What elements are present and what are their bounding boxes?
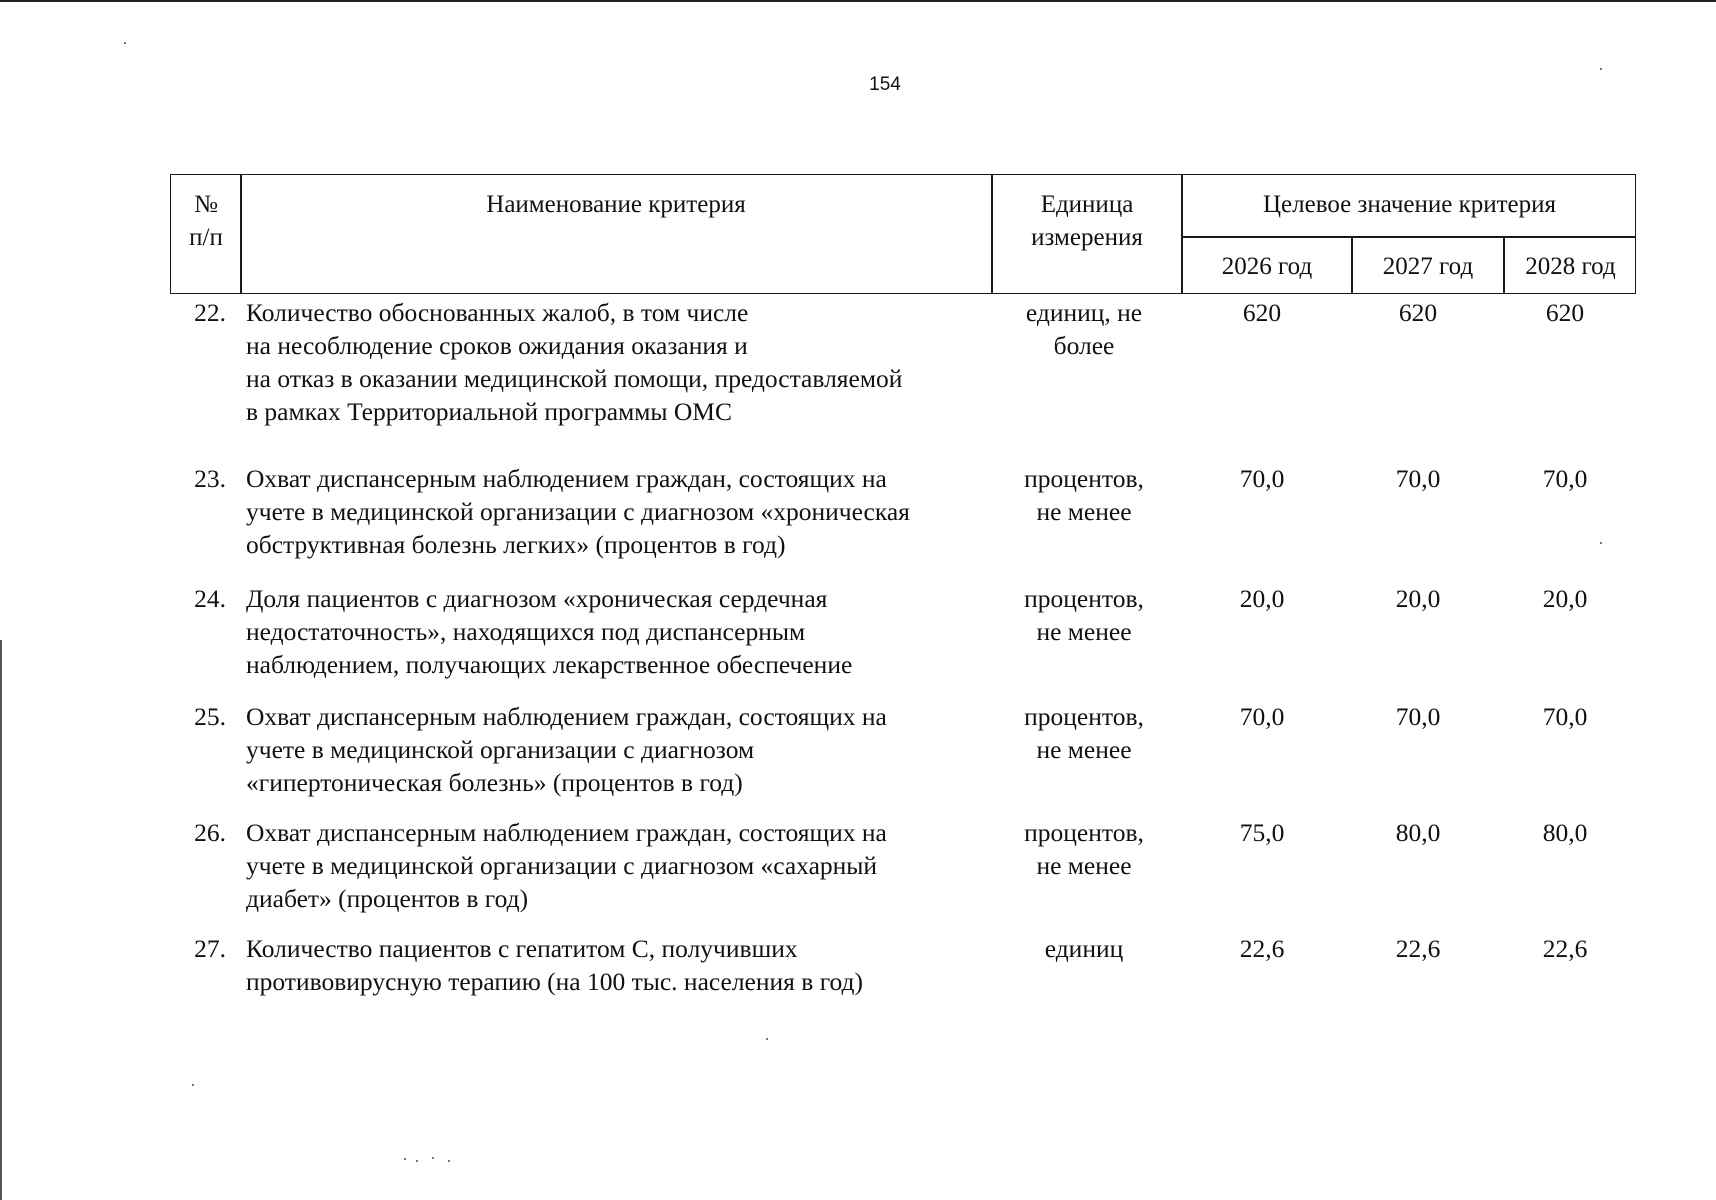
value-2027: 620 bbox=[1398, 298, 1438, 327]
scan-speck bbox=[404, 1158, 406, 1160]
criterion-name-line: недостаточность», находящихся под диспансерным bbox=[246, 617, 806, 646]
header-num bbox=[172, 188, 240, 254]
header-year-2027: 2027 год bbox=[1382, 253, 1474, 280]
header-unit-line: Единица bbox=[1040, 191, 1134, 218]
row-number: 27. bbox=[194, 934, 226, 963]
criterion-name-line: Охват диспансерным наблюдением граждан, состоящих на bbox=[246, 464, 887, 493]
header-unit-line: измерения bbox=[1031, 224, 1143, 251]
criterion-name-line: Количество обоснованных жалоб, в том числе bbox=[246, 298, 749, 327]
criterion-name-line: диабет» (процентов в год) bbox=[246, 884, 529, 913]
criterion-name-line: учете в медицинской организации с диагнозом «сахарный bbox=[246, 851, 878, 880]
scan-top-edge bbox=[0, 0, 1716, 2]
value-2026: 620 bbox=[1242, 298, 1282, 327]
unit-line: не менее bbox=[1036, 735, 1132, 764]
value-2026: 75,0 bbox=[1239, 818, 1285, 847]
scan-speck bbox=[124, 42, 126, 44]
unit-line: процентов, bbox=[1024, 464, 1144, 493]
value-2027: 70,0 bbox=[1395, 464, 1441, 493]
scan-speck bbox=[432, 1157, 434, 1159]
criterion-name-line: «гипертоническая болезнь» (процентов в год) bbox=[246, 768, 743, 797]
value-2028: 20,0 bbox=[1542, 584, 1588, 613]
value-2028: 620 bbox=[1545, 298, 1585, 327]
scan-speck bbox=[766, 1038, 768, 1040]
scan-speck bbox=[192, 1084, 194, 1086]
scan-speck bbox=[1600, 542, 1602, 544]
header-criterion-name: Наименование критерия bbox=[486, 191, 746, 218]
value-2028: 70,0 bbox=[1542, 464, 1588, 493]
criterion-name-line: учете в медицинской организации с диагнозом «хроническая bbox=[246, 497, 910, 526]
unit-cell bbox=[990, 932, 1178, 965]
row-number: 24. bbox=[194, 584, 226, 613]
value-2028: 70,0 bbox=[1542, 702, 1588, 731]
unit-line: не менее bbox=[1036, 617, 1132, 646]
unit-cell bbox=[990, 816, 1178, 882]
criterion-name-line: Охват диспансерным наблюдением граждан, состоящих на bbox=[246, 702, 887, 731]
criterion-name bbox=[246, 816, 991, 915]
value-2027: 22,6 bbox=[1395, 934, 1441, 963]
row-number: 25. bbox=[194, 702, 226, 731]
value-2026: 20,0 bbox=[1239, 584, 1285, 613]
unit-line: процентов, bbox=[1024, 818, 1144, 847]
criterion-name-line: учете в медицинской организации с диагнозом bbox=[246, 735, 755, 764]
value-2028: 22,6 bbox=[1542, 934, 1588, 963]
criterion-name bbox=[246, 582, 991, 681]
criterion-name-line: обструктивная болезнь легких» (процентов в год) bbox=[246, 530, 786, 559]
scan-speck bbox=[448, 1160, 450, 1162]
unit-cell bbox=[990, 700, 1178, 766]
scan-speck bbox=[416, 1160, 418, 1162]
value-2026: 22,6 bbox=[1239, 934, 1285, 963]
unit-line: процентов, bbox=[1024, 702, 1144, 731]
criterion-name bbox=[246, 296, 991, 428]
criterion-name bbox=[246, 700, 991, 799]
criterion-name-line: Количество пациентов с гепатитом С, получивших bbox=[246, 934, 798, 963]
criterion-name bbox=[246, 462, 991, 561]
header-year-2028: 2028 год bbox=[1525, 253, 1616, 280]
value-2026: 70,0 bbox=[1239, 464, 1285, 493]
unit-line: процентов, bbox=[1024, 584, 1144, 613]
header-num-line: № bbox=[194, 191, 218, 218]
scan-speck bbox=[1600, 68, 1602, 70]
value-2028: 80,0 bbox=[1542, 818, 1588, 847]
unit-cell bbox=[990, 582, 1178, 648]
row-number: 22. bbox=[194, 298, 226, 327]
row-number: 26. bbox=[194, 818, 226, 847]
value-2027: 80,0 bbox=[1395, 818, 1441, 847]
page-number: 154 bbox=[869, 74, 901, 95]
criterion-name-line: Охват диспансерным наблюдением граждан, состоящих на bbox=[246, 818, 887, 847]
header-year-2026: 2026 год bbox=[1221, 253, 1313, 280]
header-num-line: п/п bbox=[189, 224, 223, 251]
unit-line: единиц bbox=[1044, 934, 1124, 963]
scan-left-edge bbox=[0, 640, 2, 1200]
value-2027: 20,0 bbox=[1395, 584, 1441, 613]
unit-line: более bbox=[1053, 331, 1115, 360]
unit-line: единиц, не bbox=[1025, 298, 1143, 327]
row-number: 23. bbox=[194, 464, 226, 493]
criterion-name-line: на отказ в оказании медицинской помощи, предоставляемой bbox=[246, 364, 903, 393]
criterion-name-line: наблюдением, получающих лекарственное обеспечение bbox=[246, 650, 853, 679]
criterion-name bbox=[246, 932, 991, 998]
header-divider bbox=[1181, 236, 1636, 238]
header-target-value: Целевое значение критерия bbox=[1262, 191, 1557, 218]
criterion-name-line: в рамках Территориальной программы ОМС bbox=[246, 397, 732, 426]
criterion-name-line: Доля пациентов с диагнозом «хроническая сердечная bbox=[246, 584, 828, 613]
header-unit bbox=[993, 188, 1181, 254]
unit-cell bbox=[990, 296, 1178, 362]
unit-line: не менее bbox=[1036, 497, 1132, 526]
value-2026: 70,0 bbox=[1239, 702, 1285, 731]
criterion-name-line: противовирусную терапию (на 100 тыс. населения в год) bbox=[246, 967, 863, 996]
unit-cell bbox=[990, 462, 1178, 528]
value-2027: 70,0 bbox=[1395, 702, 1441, 731]
unit-line: не менее bbox=[1036, 851, 1132, 880]
criterion-name-line: на несоблюдение сроков ожидания оказания и bbox=[246, 331, 748, 360]
